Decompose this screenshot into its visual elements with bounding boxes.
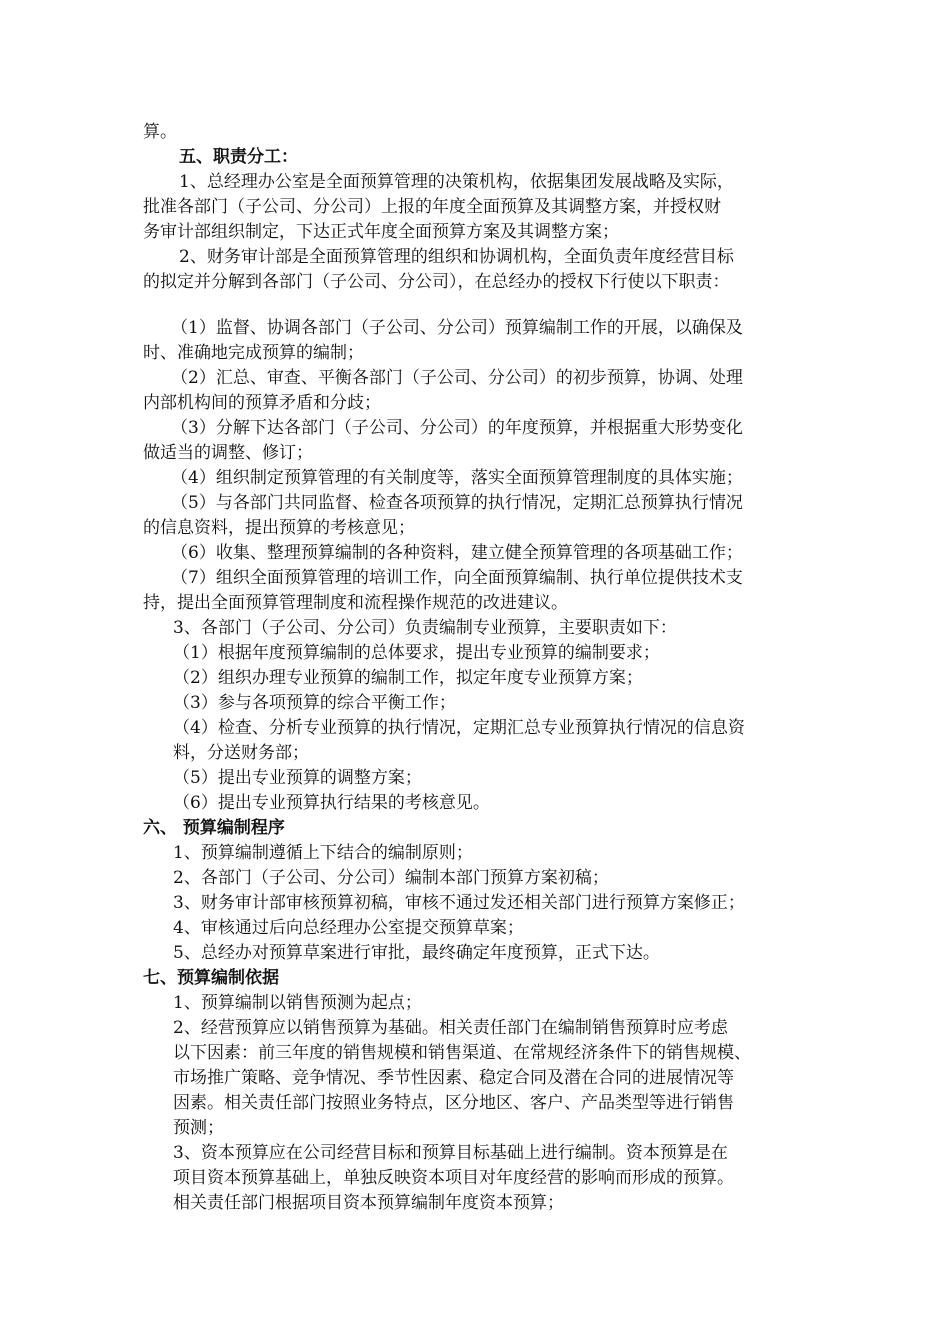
text-line: （4）组织制定预算管理的有关制度等，落实全面预算管理制度的具体实施； (171, 468, 743, 488)
text-line: （3）分解下达各部门（子公司、分公司）的年度预算，并根据重大形势变化 (171, 418, 743, 438)
text-line: 时、准确地完成预算的编制； (143, 343, 364, 363)
text-line: 相关责任部门根据项目资本预算编制年度资本预算； (173, 1193, 564, 1213)
text-line: 批准各部门（子公司、分公司）上报的年度全面预算及其调整方案，并授权财 (143, 197, 721, 217)
text-line: 的信息资料，提出预算的考核意见； (143, 518, 415, 538)
text-line: 市场推广策略、竞争情况、季节性因素、稳定合同及潜在合同的进展情况等 (173, 1068, 734, 1088)
text-line: 3、资本预算应在公司经营目标和预算目标基础上进行编制。资本预算是在 (173, 1143, 728, 1163)
text-line: 1、预算编制遵循上下结合的编制原则； (173, 843, 473, 863)
text-line: 料，分送财务部； (173, 743, 309, 763)
text-line: （2）汇总、审查、平衡各部门（子公司、分公司）的初步预算，协调、处理 (171, 368, 743, 388)
text-line: 3、各部门（子公司、分公司）负责编制专业预算，主要职责如下： (173, 618, 677, 638)
text-line: 2、财务审计部是全面预算管理的组织和协调机构，全面负责年度经营目标 (179, 247, 734, 267)
text-line: 预测； (173, 1118, 224, 1138)
text-line: 的拟定并分解到各部门（子公司、分公司），在总经办的授权下行使以下职责： (143, 272, 730, 292)
text-line: 持，提出全面预算管理制度和流程操作规范的改进建议。 (143, 593, 568, 613)
text-line: 1、预算编制以销售预测为起点； (173, 993, 422, 1013)
text-line: 3、财务审计部审核预算初稿，审核不通过发还相关部门进行预算方案修正； (173, 893, 745, 913)
text-line: 算。 (143, 122, 177, 142)
text-line: （5）与各部门共同监督、检查各项预算的执行情况，定期汇总预算执行情况 (171, 493, 743, 513)
text-line: （2）组织办理专业预算的编制工作，拟定年度专业预算方案； (173, 668, 643, 688)
text-line: 2、经营预算应以销售预算为基础。相关责任部门在编制销售预算时应考虑 (173, 1018, 728, 1038)
text-line: 项目资本预算基础上，单独反映资本项目对年度经营的影响而形成的预算。 (173, 1168, 734, 1188)
text-line: （7）组织全面预算管理的培训工作，向全面预算编制、执行单位提供技术支 (171, 568, 743, 588)
section-heading: 七、预算编制依据 (143, 968, 279, 988)
text-line: 2、各部门（子公司、分公司）编制本部门预算方案初稿； (173, 868, 609, 888)
text-line: （6）提出专业预算执行结果的考核意见。 (173, 793, 490, 813)
text-line: （4）检查、分析专业预算的执行情况，定期汇总专业预算执行情况的信息资 (173, 718, 745, 738)
text-line: 1、总经理办公室是全面预算管理的决策机构，依据集团发展战略及实际， (179, 172, 734, 192)
text-line: （5）提出专业预算的调整方案； (173, 768, 422, 788)
blank-line (143, 295, 823, 316)
text-line: 因素。相关责任部门按照业务特点，区分地区、客户、产品类型等进行销售 (173, 1093, 734, 1113)
text-line: （3）参与各项预算的综合平衡工作； (173, 693, 456, 713)
text-line: 内部机构间的预算矛盾和分歧； (143, 393, 381, 413)
text-line: 4、审核通过后向总经理办公室提交预算草案； (173, 918, 524, 938)
text-line: （1）监督、协调各部门（子公司、分公司）预算编制工作的开展，以确保及 (171, 318, 743, 338)
text-line: （1）根据年度预算编制的总体要求，提出专业预算的编制要求； (173, 643, 660, 663)
text-line: （6）收集、整理预算编制的各种资料，建立健全预算管理的各项基础工作； (171, 543, 743, 563)
document-body (143, 120, 823, 1216)
section-heading: 五、职责分工： (179, 147, 298, 167)
text-line: 做适当的调整、修订； (143, 443, 313, 463)
section-heading: 六、 预算编制程序 (143, 818, 285, 838)
text-line: 以下因素：前三年度的销售规模和销售渠道、在常规经济条件下的销售规模、 (173, 1043, 751, 1063)
text-line: 5、总经办对预算草案进行审批，最终确定年度预算，正式下达。 (173, 943, 660, 963)
text-line: 务审计部组织制定，下达正式年度全面预算方案及其调整方案； (143, 222, 619, 242)
